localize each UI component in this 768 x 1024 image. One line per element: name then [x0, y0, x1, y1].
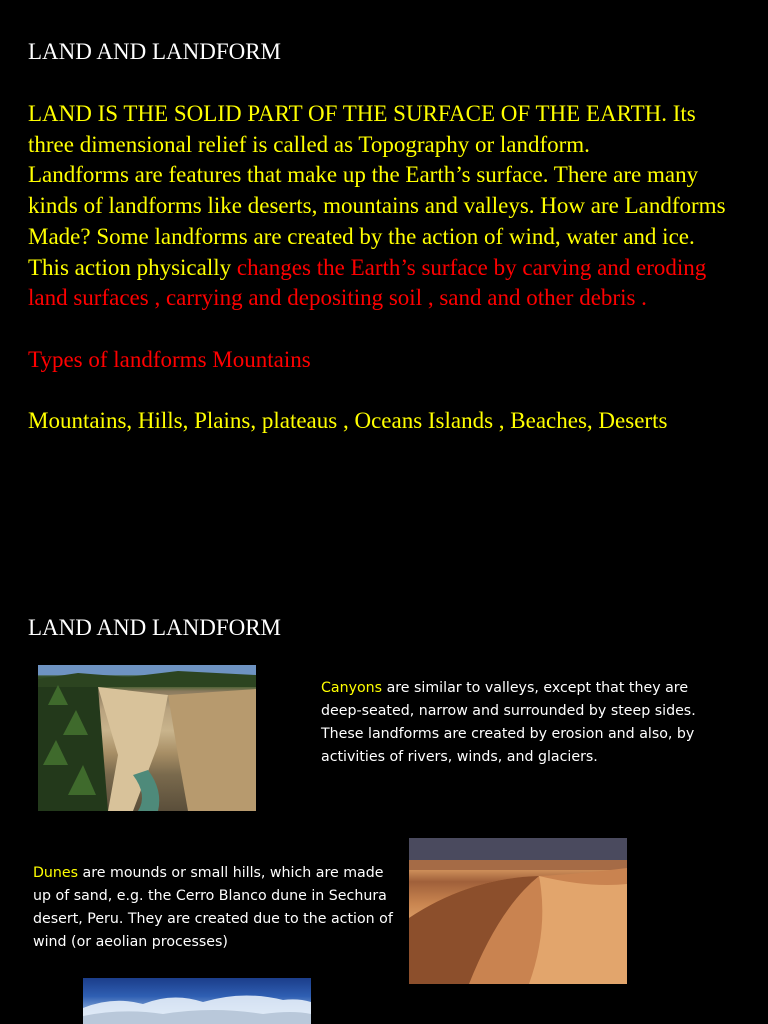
slide1-title: LAND AND LANDFORM: [28, 39, 282, 64]
slide1-body: [28, 99, 740, 437]
landforms-description: Landforms are features that make up the Earth’s surface. There are many kinds of landforms like deserts, mountains and valleys. How are Landforms Made? Some landforms are created by the action of wind, water and ice. This action physically: [28, 162, 726, 280]
land-definition-caps: LAND IS THE SOLID PART OF THE SURFACE OF THE: [28, 101, 581, 126]
dunes-term: Dunes: [33, 865, 79, 881]
types-heading: Types of landforms Mountains: [28, 346, 311, 372]
dunes-caption: [33, 862, 403, 954]
canyon-photo: [38, 665, 256, 811]
slide2-title: LAND AND LANDFORM: [28, 615, 282, 640]
landforms-paragraph: [28, 160, 740, 314]
landforms-emphasis: changes the Earth’s surface by carving and eroding land surfaces , carrying and depositing soil , sand and other debris .: [28, 254, 707, 311]
canyons-term: Canyons: [321, 680, 383, 696]
types-list: Mountains, Hills, Plains, plateaus , Oceans Islands , Beaches, Deserts: [28, 408, 668, 433]
land-definition-paragraph: [28, 99, 740, 160]
dune-photo: [409, 838, 627, 984]
dunes-text: are mounds or small hills, which are made up of sand, e.g. the Cerro Blanco dune in Sechura desert, Peru. They are created due to the action of wind (or aeolian processes): [33, 865, 393, 950]
land-definition-rest: EARTH. Its three dimensional relief is called as Topography or landform.: [28, 101, 696, 157]
canyons-caption: [321, 677, 701, 769]
canyons-text: are similar to valleys, except that they are deep-seated, narrow and surrounded by steep sides. These landforms are created by erosion and also, by activities of rivers, winds, and glaciers.: [321, 680, 696, 765]
mountain-sky-photo: [83, 978, 311, 1024]
